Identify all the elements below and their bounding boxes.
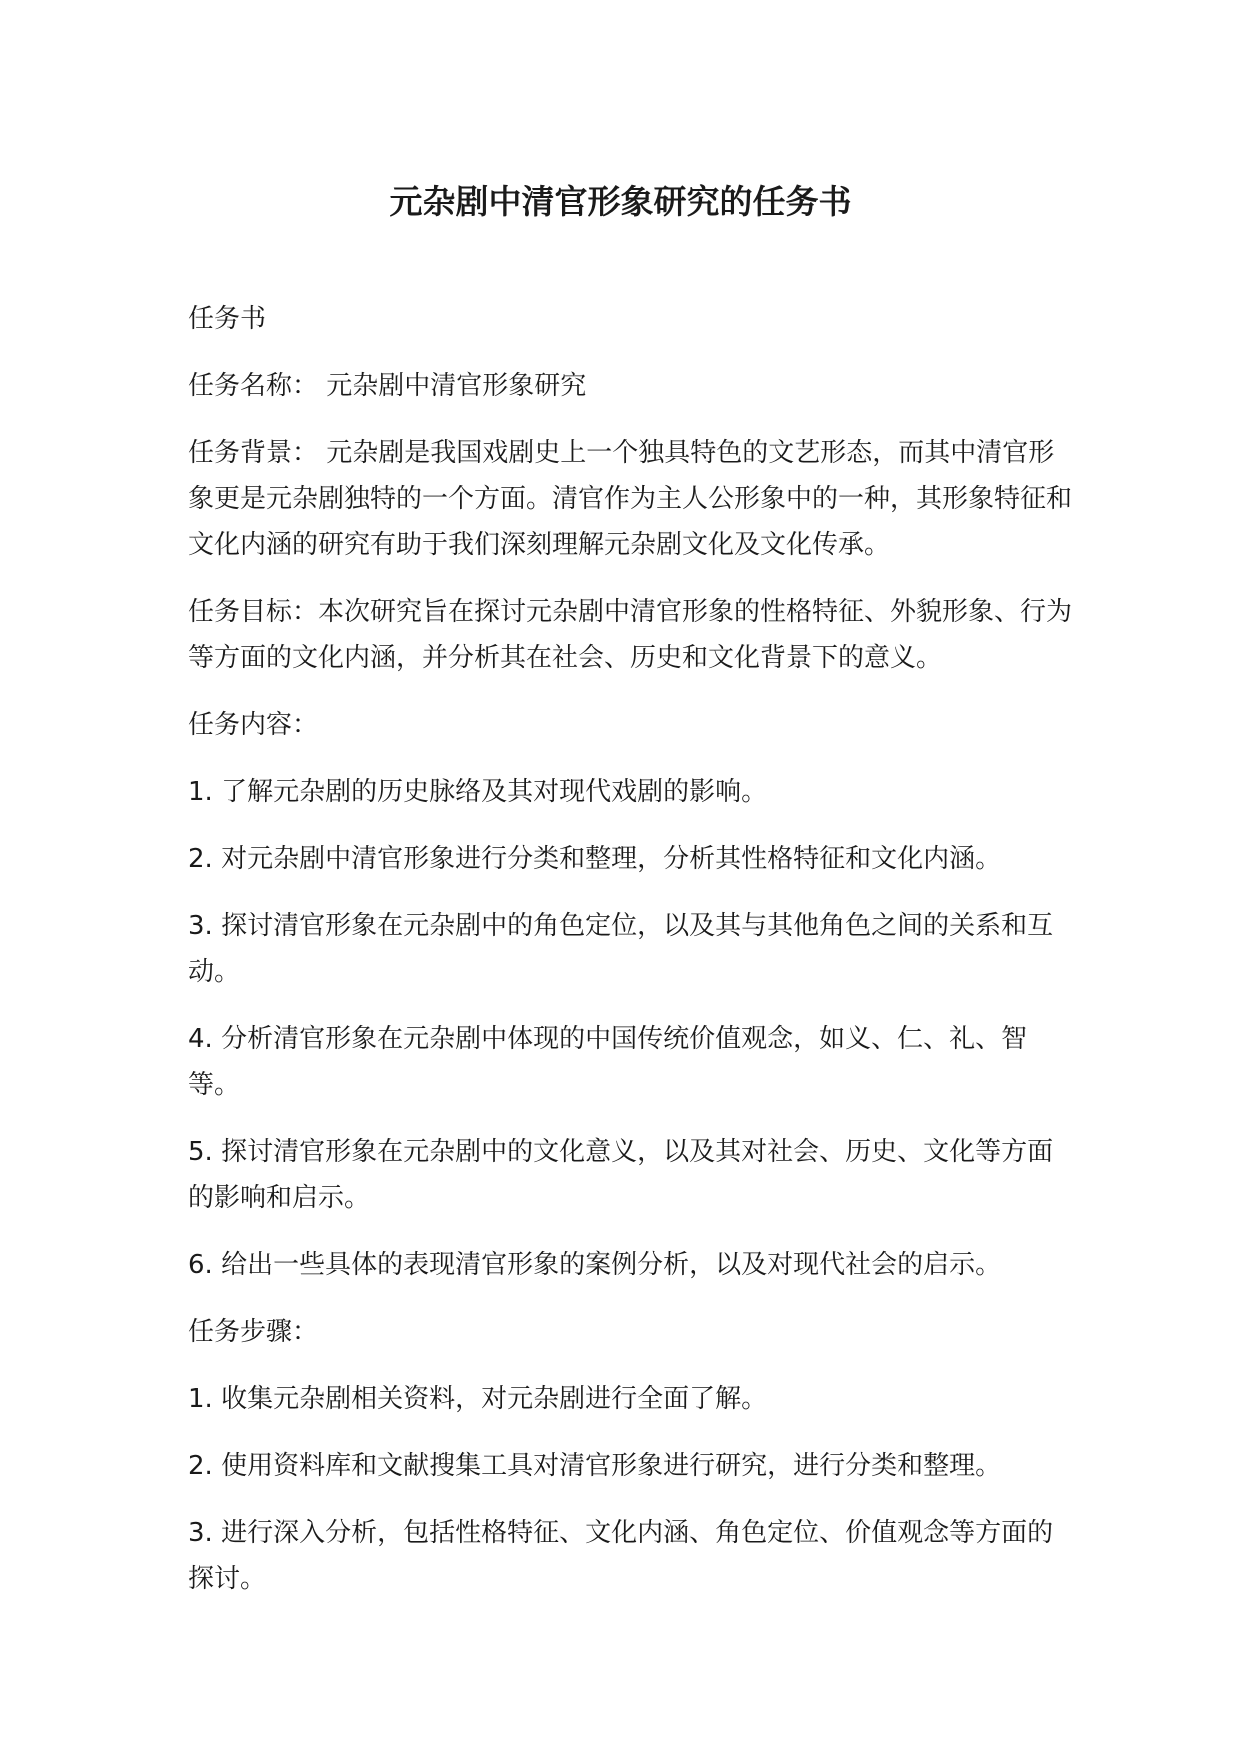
content-item-2: 2. 对元杂剧中清官形象进行分类和整理，分析其性格特征和文化内涵。 [188, 844, 1002, 874]
content-item-6: 6. 给出一些具体的表现清官形象的案例分析，以及对现代社会的启示。 [188, 1250, 1002, 1280]
paragraph-task-steps-heading: 任务步骤： [188, 1317, 319, 1347]
document-title: 元杂剧中清官形象研究的任务书 [389, 182, 852, 221]
step-item-2: 2. 使用资料库和文献搜集工具对清官形象进行研究，进行分类和整理。 [188, 1451, 1002, 1481]
paragraph-task-content-heading: 任务内容： [188, 710, 319, 740]
paragraph-task-background: 任务背景： 元杂剧是我国戏剧史上一个独具特色的文艺形态，而其中清官形象更是元杂剧独特的一个方面。清官作为主人公形象中的一种，其形象特征和文化内涵的研究有助于我们深刻理解元杂剧文化及文化传承。 [188, 438, 1073, 560]
content-item-3: 3. 探讨清官形象在元杂剧中的角色定位，以及其与其他角色之间的关系和互动。 [188, 911, 1054, 987]
step-item-3: 3. 进行深入分析，包括性格特征、文化内涵、角色定位、价值观念等方面的探讨。 [188, 1518, 1054, 1594]
document-body [188, 296, 1078, 1623]
content-item-1: 1. 了解元杂剧的历史脉络及其对现代戏剧的影响。 [188, 777, 768, 807]
paragraph-task-name: 任务名称： 元杂剧中清官形象研究 [188, 371, 587, 401]
content-item-4: 4. 分析清官形象在元杂剧中体现的中国传统价值观念，如义、仁、礼、智等。 [188, 1024, 1028, 1100]
content-item-5: 5. 探讨清官形象在元杂剧中的文化意义，以及其对社会、历史、文化等方面的影响和启示。 [188, 1137, 1054, 1213]
paragraph-heading: 任务书 [188, 304, 267, 334]
paragraph-task-goal: 任务目标：本次研究旨在探讨元杂剧中清官形象的性格特征、外貌形象、行为等方面的文化内涵，并分析其在社会、历史和文化背景下的意义。 [188, 597, 1073, 673]
step-item-1: 1. 收集元杂剧相关资料，对元杂剧进行全面了解。 [188, 1384, 768, 1414]
